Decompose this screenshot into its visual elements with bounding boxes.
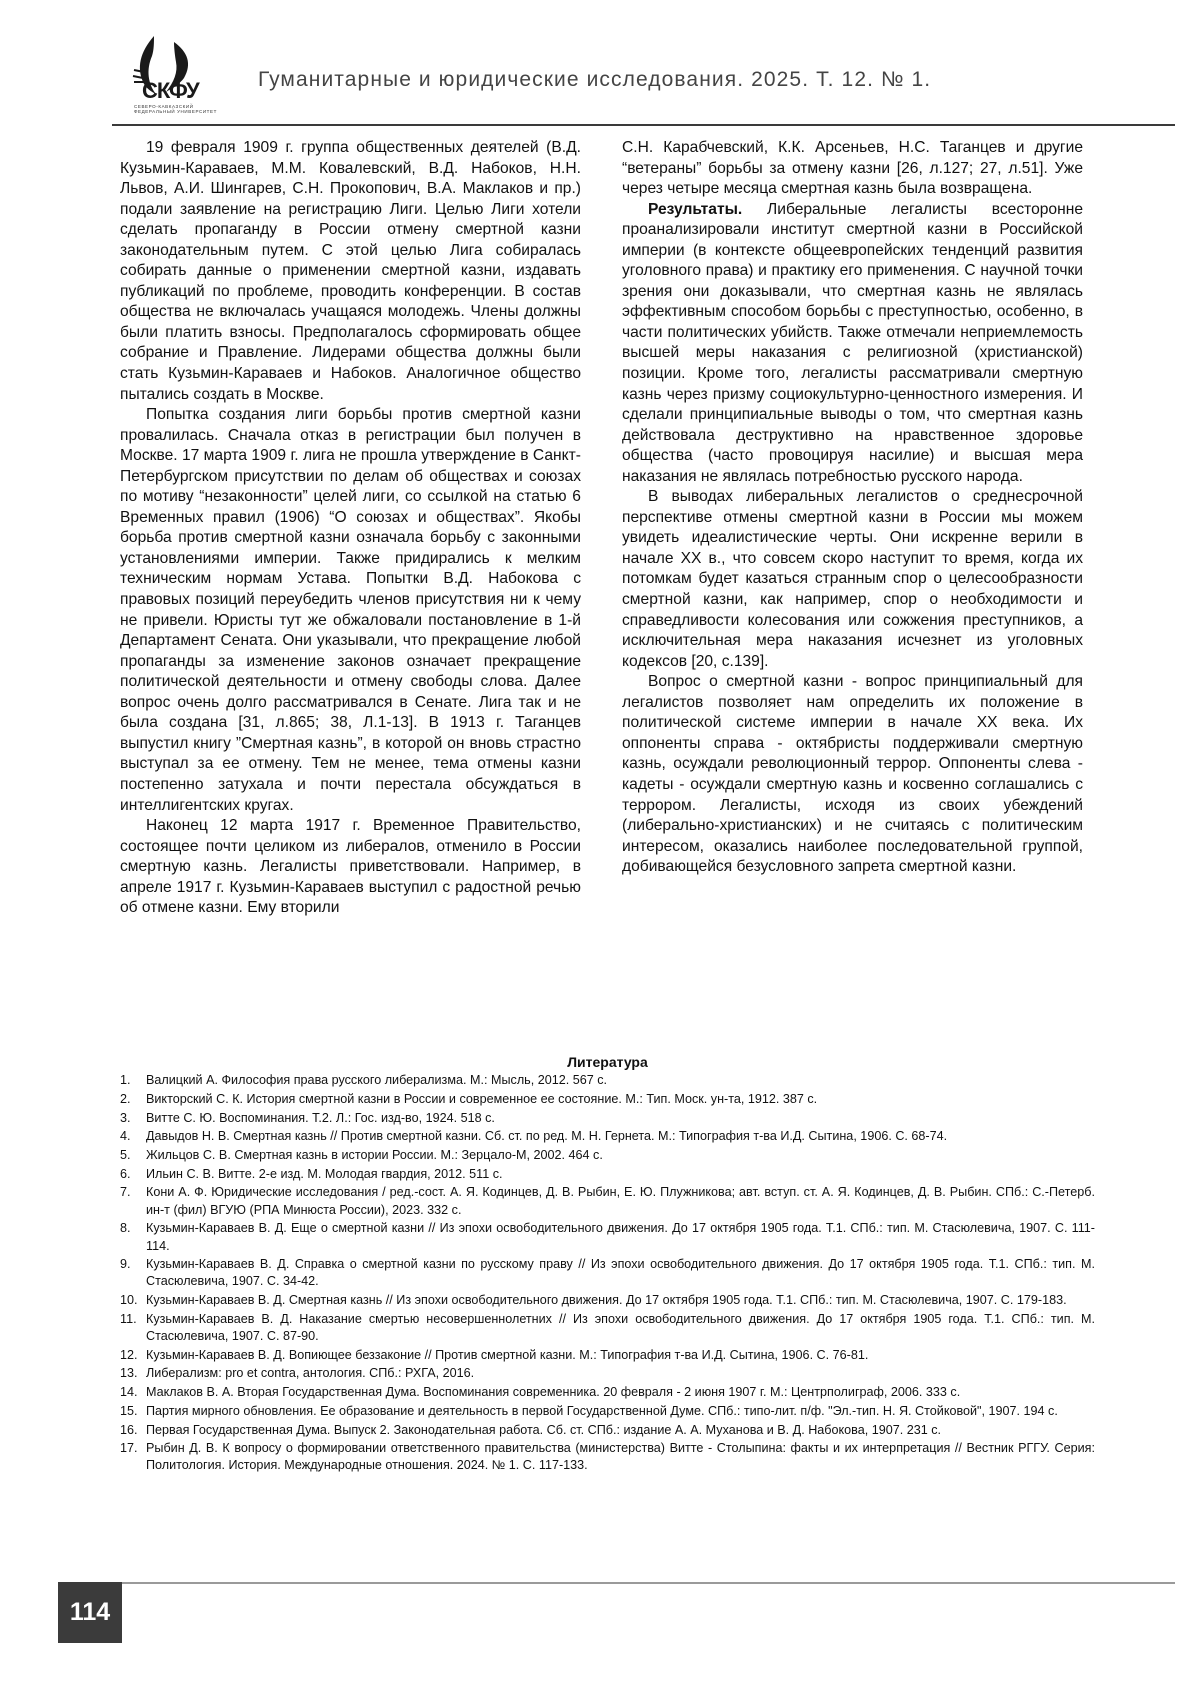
reference-number: 17. xyxy=(120,1441,138,1456)
reference-number: 15. xyxy=(120,1403,138,1418)
reference-number: 3. xyxy=(120,1110,131,1125)
reference-number: 11. xyxy=(120,1311,137,1326)
reference-item xyxy=(120,1256,1095,1290)
reference-item xyxy=(120,1091,1095,1108)
reference-number: 1. xyxy=(120,1073,131,1088)
reference-number: 14. xyxy=(120,1385,138,1400)
reference-text: Первая Государственная Дума. Выпуск 2. Законодательная работа. Сб. ст. СПб.: издание А. А. Муханова и В. Д. Набокова, 1907. 231 с. xyxy=(146,1422,942,1437)
paragraph: 19 февраля 1909 г. группа общественных деятелей (В.Д. Кузьмин-Караваев, М.М. Ковалевский, В.Д. Набоков, Н.Н. Львов, А.И. Шингарев, С.Н. Прокопович, В.А. Маклаков и пр.) подали заявление на регистрацию Лиги. Целью Лиги хотели сделать пропаганду в России отмену смертной казни законодательным путем. С этой целью Лига собиралась собирать данные о применении смертной казни, издавать публикаций по проблеме, проводить конференции. В состав общества не включалась учащаяся молодежь. Члены должны были платить взносы. Предполагалось сформировать общее собрание и Правление. Лидерами общества должны были стать Кузьмин-Караваев и Набоков. Аналогичное общество пытались создать в Москве. xyxy=(120,139,581,403)
reference-item xyxy=(120,1311,1095,1345)
reference-text: Кузьмин-Караваев В. Д. Наказание смертью несовершеннолетних // Из эпохи освободительного движения. До 17 октября 1905 года. Т.1. СПб.: тип. М. Стасюлевича, 1907. С. 87-90. xyxy=(146,1311,1095,1344)
reference-number: 9. xyxy=(120,1257,131,1272)
reference-item xyxy=(120,1110,1095,1127)
reference-item xyxy=(120,1384,1095,1401)
reference-number: 4. xyxy=(120,1129,131,1144)
reference-text: Викторский С. К. История смертной казни в России и современное ее состояние. М.: Тип. Моск. ун-та, 1912. 387 с. xyxy=(146,1091,818,1106)
reference-item xyxy=(120,1184,1095,1218)
logo-text: СКФУ xyxy=(142,78,199,103)
logo-subtitle-line-1: СЕВЕРО-КАВКАЗСКИЙ xyxy=(134,104,194,109)
reference-item xyxy=(120,1365,1095,1382)
reference-number: 7. xyxy=(120,1185,131,1200)
results-text: Либеральные легалисты всесторонне проанализировали институт смертной казни в Российской империи (в контексте общеевропейских тенденций развития уголовного права) и практику его применения. С научной точки зрения они доказывали, что смертная казнь не являлась эффективным способом борьбы с преступностью, особенно, в части политических убийств. Также отмечали неприемлемость высшей меры наказания с религиозной (христианской) позиции. Кроме того, легалисты рассматривали смертную казнь через призму социокультурно-ценностного измерения. И сделали принципиальные выводы о том, что смертная казнь действовала деструктивно на нравственное здоровье общества (часто провоцируя насилие) и высшая мера наказания не являлась потребностью русского народа. xyxy=(622,200,1083,485)
paragraph: Вопрос о смертной казни - вопрос принципиальный для легалистов позволяет нам определить их положение в политической системе империи в начале XX века. Их оппоненты справа - октябристы поддерживали смертную казнь, осуждали революционный террор. Оппоненты слева - кадеты - осуждали смертную казнь и косвенно соглашались с террором. Легалисты, исходя из своих убеждений (либерально-христианских) и не считаясь с политическим интересом, оказались наиболее последовательной группой, добивающейся безусловного запрета смертной казни. xyxy=(622,673,1083,876)
reference-item xyxy=(120,1422,1095,1439)
reference-text: Кузьмин-Караваев В. Д. Еще о смертной казни // Из эпохи освободительного движения. До 17 октября 1905 года. Т.1. СПб.: тип. М. Стасюлевича, 1907. С. 111-114. xyxy=(146,1221,1095,1253)
reference-text: Ильин С. В. Витте. 2-е изд. М. Молодая гвардия, 2012. 511 с. xyxy=(146,1166,503,1181)
reference-text: Жильцов С. В. Смертная казнь в истории России. М.: Зерцало-М, 2002. 464 с. xyxy=(146,1148,603,1163)
reference-item xyxy=(120,1147,1095,1164)
reference-item xyxy=(120,1128,1095,1145)
reference-number: 5. xyxy=(120,1148,131,1163)
reference-number: 16. xyxy=(120,1422,138,1437)
reference-item xyxy=(120,1347,1095,1364)
footer-divider xyxy=(62,1582,1175,1584)
paragraph: Наконец 12 марта 1917 г. Временное Правительство, состоящее почти целиком из либералов, отменило в России смертную казнь. Легалисты приветствовали. Например, в апреле 1917 г. Кузьмин-Караваев выступил с радостной речью об отмене казни. Ему вторили xyxy=(120,817,581,917)
paragraph: Попытка создания лиги борьбы против смертной казни провалилась. Сначала отказ в регистрации был получен в Москве. 17 марта 1909 г. лига не прошла утверждение в Санкт-Петербургском присутствии по делам об обществах и союзах по мотиву “незаконности” целей лиги, со ссылкой на статью 6 Временных правил (1906) “О союзах и обществах”. Якобы борьба против смертной казни означала борьбу с законными установлениями империи. Также придирались к мелким техническим нормам Устава. Попытки В.Д. Набокова с правовых позиций переубедить членов присутствия ни к чему не привели. Юристы тут же обжаловали постановление в 1-й Департамент Сената. Они указывали, что прекращение любой пропаганды за изменение законов означает прекращение политической деятельности и отмену свободы слова. Далее вопрос очень долго рассматривался в Сенате. Лига так и не была создана [31, л.865; 38, Л.1-13]. В 1913 г. Таганцев выпустил книгу ”Смертная казнь”, в которой он вновь страстно выступал за ее отмену. Тем не менее, тема отмены казни постепенно затухала и почти перестала обсуждаться в интеллигентских кругах. xyxy=(120,406,581,814)
reference-item xyxy=(120,1072,1095,1089)
reference-number: 12. xyxy=(120,1347,138,1362)
reference-item xyxy=(120,1220,1095,1254)
results-paragraph xyxy=(622,200,1083,488)
reference-number: 6. xyxy=(120,1166,131,1181)
reference-text: Кони А. Ф. Юридические исследования / ред.-сост. А. Я. Кодинцев, Д. В. Рыбин, Е. Ю. Плужникова; авт. вступ. ст. А. Я. Кодинцев, Д. В. Рыбин. СПб.: С.-Петерб. ин-т (фил) ВГУЮ (РПА Минюста России), 2023. 332 с. xyxy=(146,1185,1095,1217)
reference-text: Маклаков В. А. Вторая Государственная Дума. Воспоминания современника. 20 февраля - 2 июня 1907 г. М.: Центрполиграф, 2006. 333 с. xyxy=(146,1385,961,1400)
header-divider xyxy=(112,124,1175,126)
references-section xyxy=(120,1054,1095,1476)
reference-text: Витте С. Ю. Воспоминания. Т.2. Л.: Гос. изд-во, 1924. 518 с. xyxy=(146,1110,495,1125)
reference-text: Рыбин Д. В. К вопросу о формировании ответственного правительства (министерства) Витте - Столыпина: факты и их интерпретация // Вестник РГГУ. Серия: Политология. История. Международные отношения. 2024. № 1. С. 117-133. xyxy=(146,1441,1095,1473)
reference-text: Валицкий А. Философия права русского либерализма. М.: Мысль, 2012. 567 с. xyxy=(146,1073,608,1088)
reference-item xyxy=(120,1166,1095,1183)
reference-item xyxy=(120,1403,1095,1420)
reference-item xyxy=(120,1440,1095,1474)
reference-text: Кузьмин-Караваев В. Д. Смертная казнь // Из эпохи освободительного движения. До 17 октября 1905 года. Т.1. СПб.: тип. М. Стасюлевича, 1907. С. 179-183. xyxy=(146,1293,1067,1308)
reference-number: 8. xyxy=(120,1221,131,1236)
reference-text: Кузьмин-Караваев В. Д. Справка о смертной казни по русскому праву // Из эпохи освободительного движения. До 17 октября 1905 года. Т.1. СПб.: тип. М. Стасюлевича, 1907. С. 34-42. xyxy=(146,1257,1095,1289)
results-heading: Результаты. xyxy=(648,200,743,218)
logo-subtitle-line-2: ФЕДЕРАЛЬНЫЙ УНИВЕРСИТЕТ xyxy=(134,109,217,114)
logo-subtitle xyxy=(134,104,217,114)
page-header xyxy=(0,0,1200,126)
references-title: Литература xyxy=(567,1054,648,1070)
reference-text: Давыдов Н. В. Смертная казнь // Против смертной казни. Сб. ст. по ред. М. Н. Гернета. М.: Типография т-ва И.Д. Сытина, 1906. С. 68-74. xyxy=(146,1129,948,1144)
reference-text: Кузьмин-Караваев В. Д. Вопиющее беззаконие // Против смертной казни. М.: Типография т-ва И.Д. Сытина, 1906. С. 76-81. xyxy=(146,1347,869,1362)
reference-number: 10. xyxy=(120,1293,138,1308)
reference-number: 13. xyxy=(120,1366,138,1381)
left-column xyxy=(120,138,581,919)
paragraph-continuation: С.Н. Карабчевский, К.К. Арсеньев, Н.С. Таганцев и другие “ветераны” борьбы за отмену казни [26, л.127; 27, л.51]. Уже через четыре месяца смертная казнь была возвращена. xyxy=(622,139,1083,198)
reference-text: Партия мирного обновления. Ее образование и деятельность в первой Государственной Думе. СПб.: типо-лит. п/ф. "Эл.-тип. Н. Я. Стойковой", 1907. 194 с. xyxy=(146,1403,1058,1418)
right-column xyxy=(622,138,1083,878)
reference-number: 2. xyxy=(120,1091,131,1106)
references-list xyxy=(120,1072,1095,1474)
reference-item xyxy=(120,1292,1095,1309)
reference-text: Либерализм: pro et contra, антология. СПб.: РХГА, 2016. xyxy=(146,1366,475,1381)
university-logo xyxy=(130,34,226,120)
page-number: 114 xyxy=(58,1582,122,1643)
journal-title: Гуманитарные и юридические исследования. 2025. Т. 12. № 1. xyxy=(258,68,932,91)
paragraph: В выводах либеральных легалистов о среднесрочной перспективе отмены смертной казни в России мы можем увидеть идеалистические черты. Они искренне верили в начале XX в., что совсем скоро наступит то время, когда их потомкам будет казаться странным спор о целесообразности смертной казни, как например, спор о необходимости и справедливости колесования или сожжения преступников, а исключительная мера наказания исчезнет из уголовных кодексов [20, с.139]. xyxy=(622,488,1083,670)
